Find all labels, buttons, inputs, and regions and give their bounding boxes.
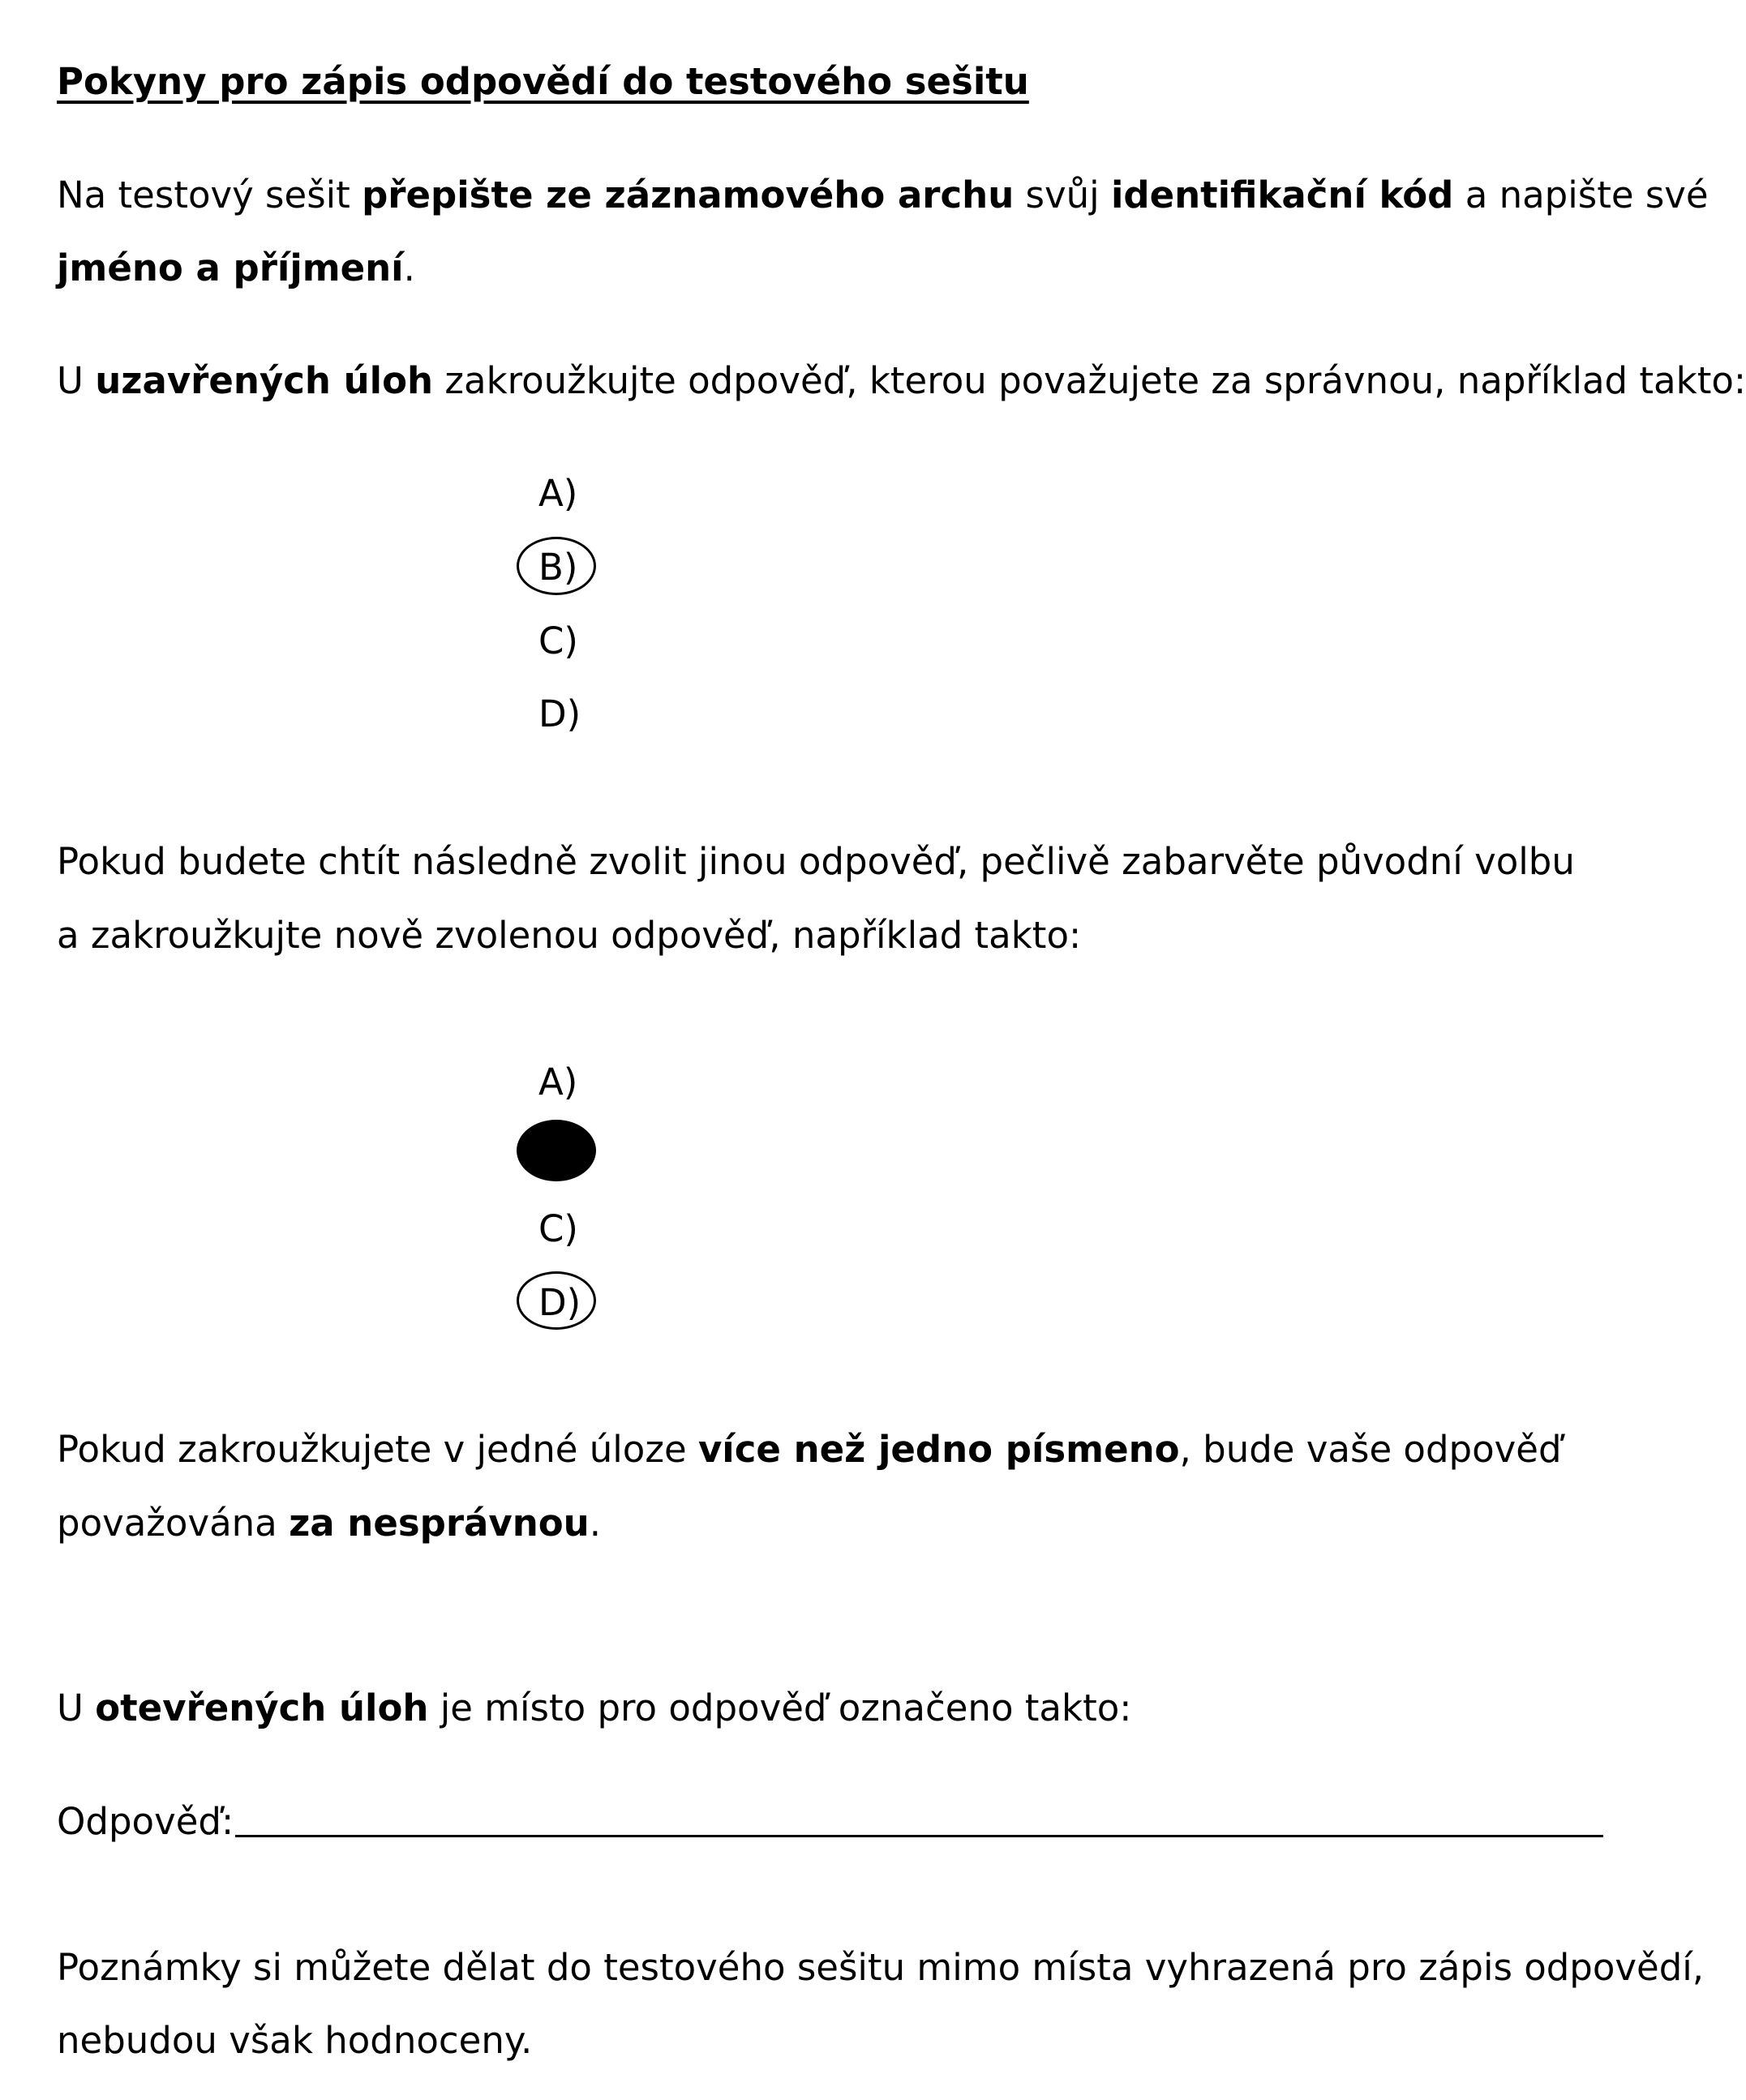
bold-text: více než jedno písmeno: [697, 1428, 1180, 1471]
bold-text: identifikační kód: [1110, 174, 1454, 216]
instruction-line: [57, 174, 1709, 216]
instruction-line: [57, 1502, 602, 1545]
option-a: A): [538, 1061, 578, 1104]
option-a: A): [538, 472, 578, 515]
page-title: Pokyny pro zápis odpovědí do testového sešitu: [57, 60, 1029, 103]
instruction-line: a zakroužkujte nově zvolenou odpověď, například takto:: [57, 914, 1082, 957]
text: svůj: [1014, 174, 1111, 216]
text: U: [57, 359, 96, 402]
text: a napište své: [1453, 174, 1709, 216]
option-b: B): [538, 546, 578, 589]
instruction-line: Pokud budete chtít následně zvolit jinou odpověď, pečlivě zabarvěte původní volbu: [57, 840, 1575, 883]
option-c: C): [538, 1207, 578, 1250]
text: , bude vaše odpověď: [1179, 1428, 1562, 1471]
instruction-line: [57, 246, 415, 289]
option-d: D): [538, 692, 581, 735]
instruction-line: nebudou však hodnoceny.: [57, 2019, 533, 2062]
text: považována: [57, 1502, 290, 1545]
option-d: D): [538, 1281, 581, 1324]
bold-text: uzavřených úloh: [95, 359, 434, 402]
text: je místo pro odpověď označeno takto:: [428, 1686, 1132, 1729]
answer-line: [235, 1835, 1603, 1837]
blacked-out-option: [517, 1120, 596, 1181]
instruction-line: Poznámky si můžete dělat do testového sešitu mimo místa vyhrazená pro zápis odpovědí,: [57, 1946, 1705, 1989]
instruction-line: [57, 359, 1746, 402]
instruction-line: [57, 1686, 1132, 1729]
bold-text: otevřených úloh: [95, 1686, 429, 1729]
option-c: C): [538, 619, 578, 662]
text: Na testový sešit: [57, 174, 362, 216]
bold-text: jméno a příjmení: [57, 246, 404, 289]
instruction-line: [57, 1428, 1562, 1471]
text: U: [57, 1686, 96, 1729]
answer-label: Odpověď:: [57, 1800, 234, 1843]
bold-text: přepište ze záznamového archu: [362, 174, 1015, 216]
text: zakroužkujte odpověď, kterou považujete za správnou, například takto:: [433, 359, 1746, 402]
text: Pokud zakroužkujete v jedné úloze: [57, 1428, 698, 1471]
text: .: [589, 1502, 602, 1545]
text: .: [403, 246, 415, 289]
bold-text: za nesprávnou: [289, 1502, 590, 1545]
